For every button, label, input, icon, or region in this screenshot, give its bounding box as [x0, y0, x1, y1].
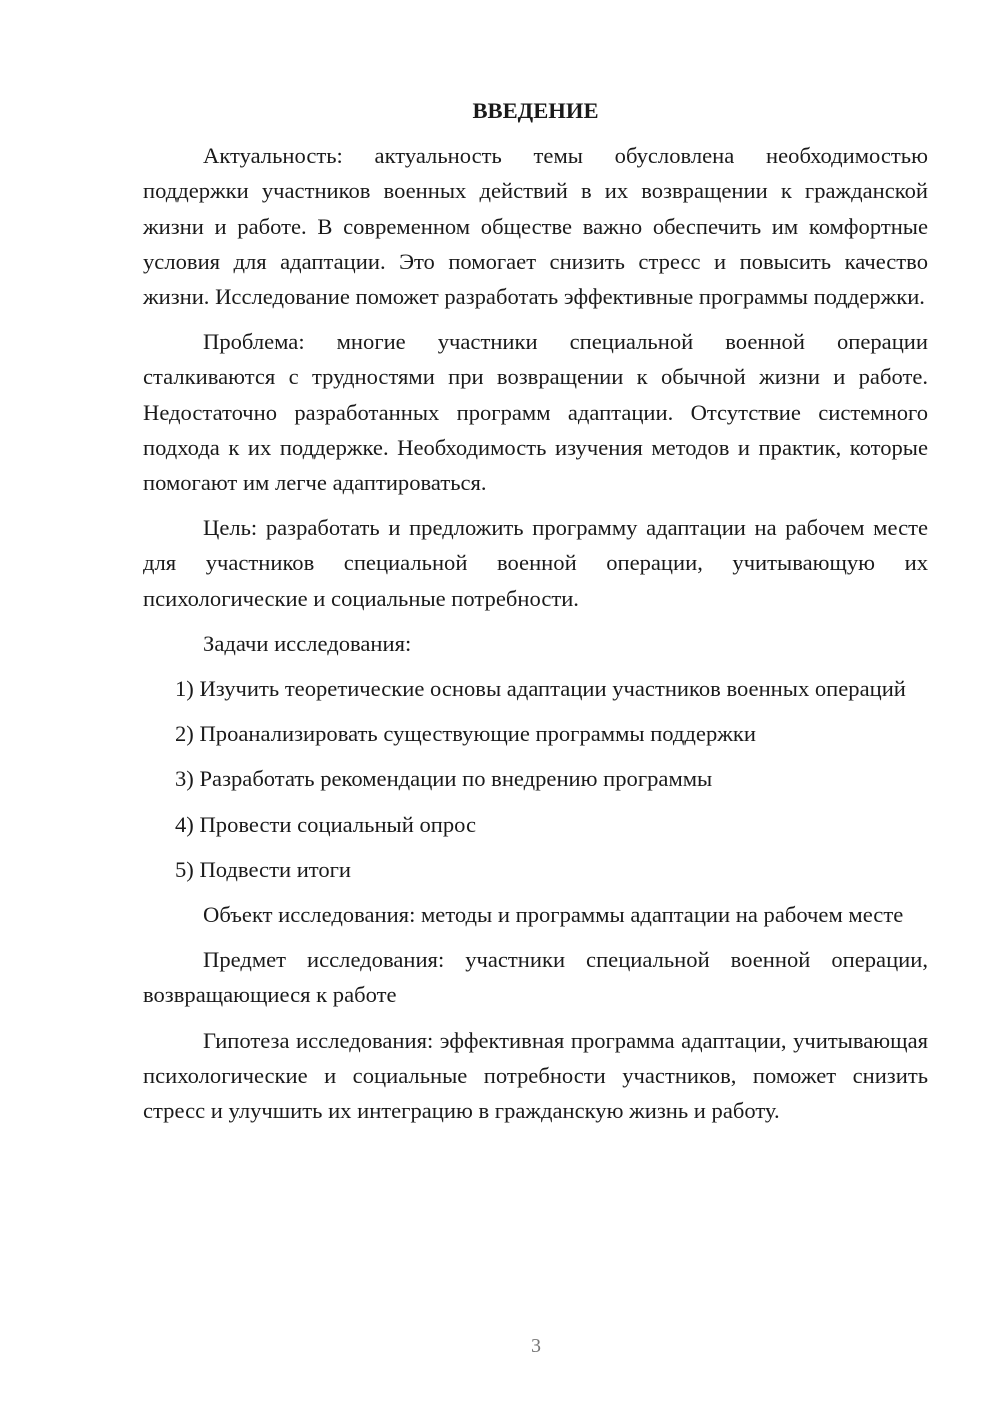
- task-item-4: 4) Провести социальный опрос: [175, 811, 477, 837]
- page-number: 3: [531, 1335, 541, 1357]
- problem-paragraph: Проблема: многие участники специальной военной операции сталкиваются с трудностями при возвращении к обычной жизни и работе. Недостаточно разработанных программ адаптации. Отсутствие системного подхода к их поддержке. Необходимость изучения методов и практик, которые помогают им легче адаптироваться.: [143, 329, 928, 496]
- goal-paragraph: Цель: разработать и предложить программу адаптации на рабочем месте для участников специальной военной операции, учитывающую их психологические и социальные потребности.: [143, 515, 928, 611]
- page-content: [143, 93, 928, 1138]
- subject-paragraph: Предмет исследования: участники специальной военной операции, возвращающиеся к работе: [143, 947, 928, 1008]
- task-item-2: 2) Проанализировать существующие программы поддержки: [175, 721, 756, 747]
- hypothesis-paragraph: Гипотеза исследования: эффективная программа адаптации, учитывающая психологические и социальные потребности участников, поможет снизить стресс и улучшить их интеграцию в гражданскую жизнь и работу.: [143, 1027, 928, 1124]
- task-item-3: 3) Разработать рекомендации по внедрению программы: [175, 766, 713, 792]
- tasks-heading: Задачи исследования:: [203, 630, 412, 656]
- task-item-1: 1) Изучить теоретические основы адаптации участников военных операций: [175, 676, 906, 702]
- page-title: ВВЕДЕНИЕ: [472, 98, 599, 123]
- object-paragraph: Объект исследования: методы и программы адаптации на рабочем месте: [203, 902, 904, 928]
- task-item-5: 5) Подвести итоги: [175, 856, 352, 882]
- relevance-paragraph: Актуальность: актуальность темы обусловлена необходимостью поддержки участников военных действий в их возвращении к гражданской жизни и работе. В современном обществе важно обеспечить им комфортные условия для адаптации. Это помогает снизить стресс и повысить качество жизни. Исследование поможет разработать эффективные программы поддержки.: [143, 143, 928, 310]
